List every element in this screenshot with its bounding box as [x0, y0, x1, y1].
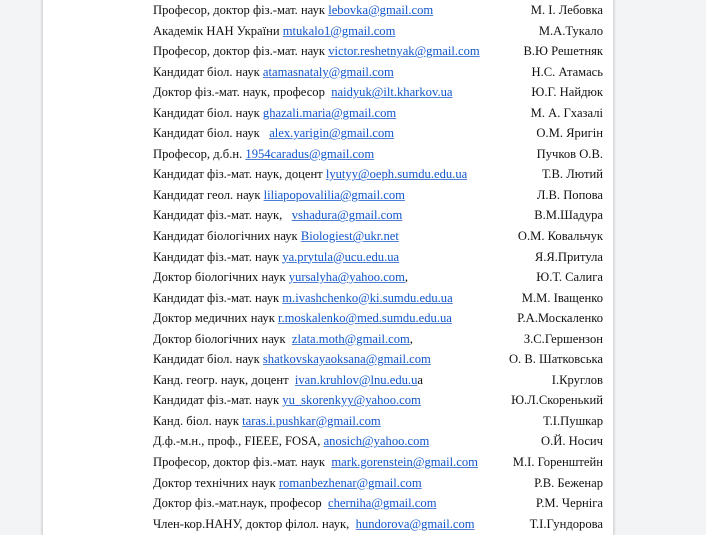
email-link[interactable]: 1954caradus@gmail.com — [245, 146, 375, 161]
person-name: Р.В. Беженар — [534, 475, 603, 490]
email-link[interactable]: Biologiest@ukr.net — [300, 229, 399, 244]
list-item — [153, 431, 613, 452]
email-link[interactable]: hundorova@gmail.com — [355, 516, 475, 531]
list-item — [153, 62, 613, 83]
person-name: В.М.Шадура — [534, 208, 603, 223]
list-item — [153, 390, 613, 411]
list-item — [153, 41, 613, 62]
credentials-text: Професор, доктор фіз.-мат. наук — [153, 3, 329, 17]
list-item — [153, 329, 613, 350]
person-name: М.М. Іващенко — [521, 290, 603, 305]
email-link[interactable]: r.moskalenko@med.sumdu.edu.ua — [277, 311, 452, 326]
list-item — [153, 21, 613, 42]
credentials-text: Член-кор.НАНУ, доктор філол. наук, — [153, 516, 356, 531]
credentials-text: Доктор біологічних наук — [153, 331, 292, 346]
credentials-text: Д.ф.-м.н., проф., FIEEE, FOSA, — [153, 434, 324, 449]
person-name: Ю.Т. Салига — [536, 270, 603, 285]
credentials-text: Доктор технічних наук — [153, 475, 279, 490]
email-link[interactable]: victor.reshetnyak@gmail.com — [328, 44, 480, 59]
credentials-text: Професор, доктор фіз.-мат. наук — [153, 44, 329, 59]
credentials-text: Доктор біологічних наук — [153, 270, 289, 285]
email-link[interactable]: liliapopovalilia@gmail.com — [263, 187, 405, 202]
email-link[interactable]: zlata.moth@gmail.com — [291, 331, 410, 346]
list-item — [153, 267, 613, 288]
email-link[interactable]: anosich@yahoo.com — [323, 434, 430, 449]
person-name: О.Й. Носич — [540, 434, 603, 449]
credentials-text: Кандидат фіз.-мат. наук, — [153, 208, 292, 223]
list-item — [153, 493, 613, 514]
document-page — [42, 0, 614, 535]
email-link[interactable]: ivan.kruhlov@lnu.edu.u — [294, 372, 418, 387]
credentials-text: Академік НАН України — [153, 23, 283, 38]
email-link[interactable]: naidyuk@ilt.kharkov.ua — [331, 85, 453, 100]
credentials-text: Канд. геогр. наук, доцент — [153, 372, 295, 387]
person-name: Л.В. Попова — [536, 187, 603, 202]
person-name: З.С.Гершензон — [523, 331, 603, 346]
person-name: І.Круглов — [551, 372, 603, 387]
person-name: Я.Я.Притула — [534, 249, 603, 264]
person-name: О.М. Яригін — [536, 126, 603, 141]
person-name: В.Ю Решетняк — [523, 44, 603, 59]
email-link[interactable]: atamasnataly@gmail.com — [262, 64, 394, 79]
list-item — [153, 308, 613, 329]
person-name: Т.І.Гундорова — [529, 516, 603, 531]
email-link[interactable]: lyutyy@oeph.sumdu.edu.ua — [325, 167, 468, 182]
list-item — [153, 205, 613, 226]
person-name: О. В. Шатковська — [508, 352, 603, 367]
list-item — [153, 288, 613, 309]
email-link[interactable]: yursalyha@yahoo.com — [288, 270, 405, 285]
person-name: Р.М. Черніга — [535, 496, 603, 511]
list-item — [153, 103, 613, 124]
list-item — [153, 473, 613, 494]
person-name: М. І. Лебовка — [530, 3, 603, 17]
person-name: Ю.Л.Скоренький — [511, 393, 603, 408]
person-name: Ю.Г. Найдюк — [531, 85, 603, 100]
credentials-text: Кандидат фіз.-мат. наук — [153, 290, 283, 305]
email-link[interactable]: yu_skorenkyy@yahoo.com — [282, 393, 421, 408]
email-link[interactable]: cherniha@gmail.com — [328, 496, 437, 511]
email-link[interactable]: ghazali.maria@gmail.com — [262, 105, 397, 120]
email-link[interactable]: romanbezhenar@gmail.com — [278, 475, 422, 490]
person-name: Пучков О.В. — [536, 146, 603, 161]
list-item — [153, 144, 613, 165]
credentials-text: Кандидат фіз.-мат. наук — [153, 249, 283, 264]
list-item — [153, 226, 613, 247]
credentials-text: Професор, доктор фіз.-мат. наук — [153, 455, 332, 470]
email-link[interactable]: shatkovskayaoksana@gmail.com — [262, 352, 431, 367]
credentials-text: Кандидат біологічних наук — [153, 229, 301, 244]
person-name: М.І. Горенштейн — [512, 455, 603, 470]
credentials-text: Канд. біол. наук — [153, 413, 243, 428]
person-name: М. А. Гхазалі — [530, 105, 603, 120]
list-item — [153, 123, 613, 144]
credentials-text: Кандидат біол. наук — [153, 352, 263, 367]
suffix-text: , — [404, 270, 409, 285]
list-item — [153, 411, 613, 432]
person-name: М.А.Тукало — [538, 23, 603, 38]
person-name: Р.А.Москаленко — [517, 311, 603, 326]
list-item — [153, 514, 613, 535]
email-link[interactable]: m.ivashchenko@ki.sumdu.edu.ua — [282, 290, 453, 305]
credentials-text: Кандидат фіз.-мат. наук — [153, 393, 283, 408]
list-item — [153, 452, 613, 473]
list-item — [153, 370, 613, 391]
email-link[interactable]: alex.yarigin@gmail.com — [269, 126, 395, 141]
email-link[interactable]: taras.i.pushkar@gmail.com — [242, 413, 381, 428]
suffix-text: a — [417, 372, 423, 387]
email-link[interactable]: vshadura@gmail.com — [291, 208, 403, 223]
list-item — [153, 185, 613, 206]
list-item — [153, 349, 613, 370]
credentials-text: Кандидат фіз.-мат. наук, доцент — [153, 167, 326, 182]
credentials-text: Кандидат біол. наук — [153, 126, 270, 141]
credentials-text: Доктор медичних наук — [153, 311, 278, 326]
list-item — [153, 82, 613, 103]
reviewer-list — [153, 0, 613, 534]
person-name: Т.І.Пушкар — [543, 413, 603, 428]
person-name: О.М. Ковальчук — [517, 229, 603, 244]
list-item — [153, 0, 613, 21]
list-item — [153, 164, 613, 185]
suffix-text: , — [409, 331, 413, 346]
person-name: Т.В. Лютий — [541, 167, 603, 182]
email-link[interactable]: mark.gorenstein@gmail.com — [331, 455, 478, 470]
credentials-text: Кандидат біол. наук — [153, 64, 263, 79]
email-link[interactable]: lebovka@gmail.com — [328, 3, 434, 17]
email-link[interactable]: mtukalo1@gmail.com — [282, 23, 396, 38]
credentials-text: Доктор фіз.-мат.наук, професор — [153, 496, 329, 511]
credentials-text: Доктор фіз.-мат. наук, професор — [153, 85, 332, 100]
list-item — [153, 247, 613, 268]
person-name: Н.С. Атамась — [531, 64, 603, 79]
credentials-text: Професор, д.б.н. — [153, 146, 246, 161]
credentials-text: Кандидат геол. наук — [153, 187, 264, 202]
email-link[interactable]: ya.prytula@ucu.edu.ua — [282, 249, 400, 264]
credentials-text: Кандидат біол. наук — [153, 105, 263, 120]
